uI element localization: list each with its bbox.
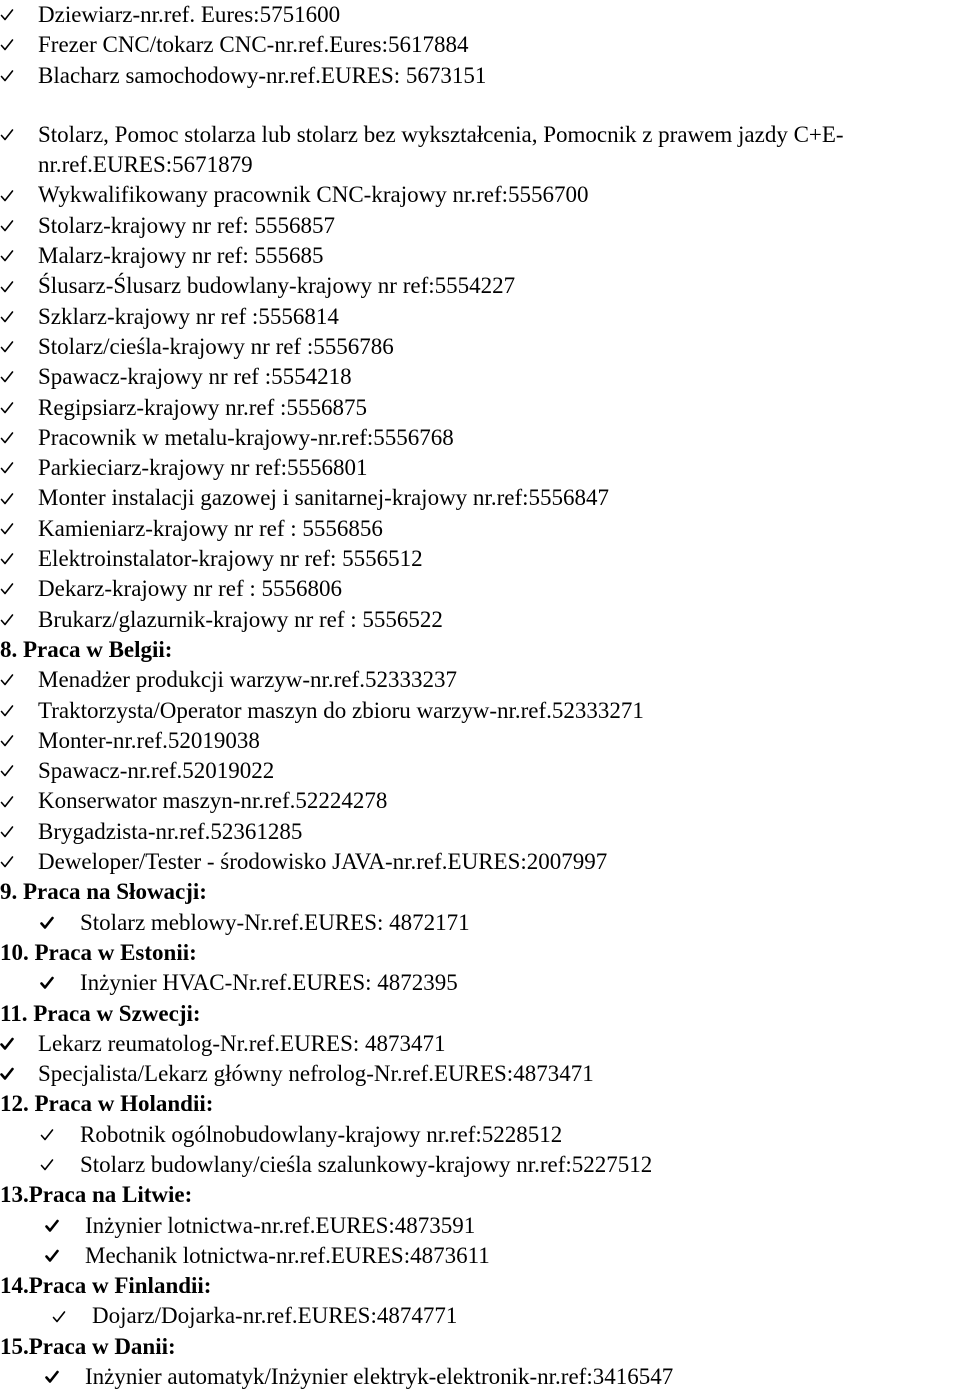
list-item [0, 61, 960, 91]
list-item-text: Deweloper/Tester - środowisko JAVA-nr.ref.EURES:2007997 [38, 849, 608, 875]
checkmark-icon [0, 120, 18, 150]
list-item [0, 453, 960, 483]
checkmark-icon [0, 696, 18, 726]
section-heading-estonia [0, 938, 960, 968]
list-item-text: Inżynier automatyk/Inżynier elektryk-elektronik-nr.ref:3416547 [85, 1364, 674, 1390]
list-item [0, 1241, 960, 1271]
list-item [0, 332, 960, 362]
list-item-text: Stolarz meblowy-Nr.ref.EURES: 4872171 [80, 909, 470, 935]
checkmark-icon [52, 1301, 70, 1331]
checkmark-icon [0, 362, 18, 392]
slovakia-list [0, 908, 960, 938]
list-item-text: Specjalista/Lekarz główny nefrolog-Nr.ref.EURES:4873471 [38, 1061, 594, 1087]
list-item-text: Parkieciarz-krajowy nr ref:5556801 [38, 455, 368, 481]
checkmark-icon [0, 847, 18, 877]
checkmark-icon [0, 756, 18, 786]
list-item-text: Lekarz reumatolog-Nr.ref.EURES: 4873471 [38, 1030, 446, 1056]
list-item-text: Pracownik w metalu-krajowy-nr.ref:5556768 [38, 424, 454, 450]
section-heading-text: 11. Praca w Szwecji: [0, 1000, 201, 1026]
belgium-list [0, 665, 960, 877]
checkmark-icon [0, 726, 18, 756]
lithuania-list [0, 1211, 960, 1272]
list-item-text: Dziewiarz-nr.ref. Eures:5751600 [38, 2, 341, 27]
list-item-text: Spawacz-krajowy nr ref :5554218 [38, 364, 352, 390]
checkmark-icon [0, 786, 18, 816]
checkmark-icon [0, 483, 18, 513]
list-item [0, 696, 960, 726]
checkmark-icon [0, 605, 18, 635]
checkmark-icon [0, 61, 18, 91]
list-item-text: Inżynier lotnictwa-nr.ref.EURES:4873591 [85, 1212, 476, 1238]
finland-list [0, 1301, 960, 1331]
estonia-list [0, 968, 960, 998]
list-item [0, 180, 960, 210]
list-item-text: Blacharz samochodowy-nr.ref.EURES: 5673151 [38, 62, 487, 88]
blank-line [0, 91, 960, 120]
checkmark-icon [40, 968, 58, 998]
checkmark-icon [0, 393, 18, 423]
list-item-text: Wykwalifikowany pracownik CNC-krajowy nr.ref:5556700 [38, 182, 589, 208]
list-item-text: nr.ref.EURES:5671879 [38, 152, 253, 178]
section-heading-text: 13.Praca na Litwie: [0, 1182, 193, 1208]
section-heading-text: 8. Praca w Belgii: [0, 636, 173, 662]
list-item [0, 817, 960, 847]
sweden-list [0, 1029, 960, 1090]
checkmark-icon [45, 1362, 63, 1392]
list-item [0, 271, 960, 301]
checkmark-icon [0, 302, 18, 332]
list-item [0, 756, 960, 786]
list-item [0, 514, 960, 544]
list-item-text: Malarz-krajowy nr ref: 555685 [38, 243, 324, 269]
list-item-text: Elektroinstalator-krajowy nr ref: 5556512 [38, 546, 423, 572]
list-item-text: Mechanik lotnictwa-nr.ref.EURES:4873611 [85, 1242, 490, 1268]
list-item [0, 908, 960, 938]
section-heading-finland [0, 1271, 960, 1301]
list-item-text: Kamieniarz-krajowy nr ref : 5556856 [38, 515, 383, 541]
checkmark-icon [0, 453, 18, 483]
checkmark-icon [0, 30, 18, 60]
checkmark-icon [0, 241, 18, 271]
list-item [0, 483, 960, 513]
list-item-text: Robotnik ogólnobudowlany-krajowy nr.ref:5228512 [80, 1121, 563, 1147]
list-item-text: Stolarz, Pomoc stolarza lub stolarz bez wykształcenia, Pomocnik z prawem jazdy C+E- [38, 121, 844, 147]
checkmark-icon [0, 423, 18, 453]
checkmark-icon [45, 1211, 63, 1241]
section-heading-text: 15.Praca w Danii: [0, 1333, 176, 1359]
checkmark-icon [0, 0, 18, 30]
list-item [0, 544, 960, 574]
section-heading-belgium [0, 635, 960, 665]
section-heading-sweden [0, 999, 960, 1029]
section-heading-netherlands [0, 1089, 960, 1119]
list-item [0, 423, 960, 453]
list-item [0, 605, 960, 635]
list-item [0, 786, 960, 816]
checkmark-icon [40, 1120, 58, 1150]
list-item-text: Dojarz/Dojarka-nr.ref.EURES:4874771 [92, 1303, 458, 1329]
section-heading-lithuania [0, 1180, 960, 1210]
list-item-text: Spawacz-nr.ref.52019022 [38, 758, 275, 784]
denmark-list [0, 1362, 960, 1392]
list-item [0, 968, 960, 998]
list-item [0, 1362, 960, 1392]
top-list [0, 0, 960, 91]
list-item-text: Brygadzista-nr.ref.52361285 [38, 818, 303, 844]
section-heading-text: 12. Praca w Holandii: [0, 1091, 214, 1117]
list-item-text: Dekarz-krajowy nr ref : 5556806 [38, 576, 342, 602]
list-item [0, 241, 960, 271]
list-item [0, 0, 960, 30]
list-item-text: Menadżer produkcji warzyw-nr.ref.52333237 [38, 667, 457, 693]
checkmark-icon [0, 1059, 18, 1089]
list-item-text: Szklarz-krajowy nr ref :5556814 [38, 303, 339, 329]
list-item [0, 1301, 960, 1331]
checkmark-icon [0, 544, 18, 574]
list-item [0, 302, 960, 332]
list-item [0, 726, 960, 756]
list-item [0, 1120, 960, 1150]
list-item [0, 847, 960, 877]
list-item [0, 665, 960, 695]
checkmark-icon [0, 574, 18, 604]
list-item-text: Ślusarz-Ślusarz budowlany-krajowy nr ref:5554227 [38, 273, 516, 299]
list-item-text: Brukarz/glazurnik-krajowy nr ref : 5556522 [38, 606, 443, 632]
checkmark-icon [0, 271, 18, 301]
checkmark-icon [40, 908, 58, 938]
checkmark-icon [0, 332, 18, 362]
list-item-text: Regipsiarz-krajowy nr.ref :5556875 [38, 394, 367, 420]
list-item-text: Stolarz/cieśla-krajowy nr ref :5556786 [38, 333, 394, 359]
checkmark-icon [0, 514, 18, 544]
section-heading-text: 9. Praca na Słowacji: [0, 879, 207, 905]
section-heading-denmark [0, 1332, 960, 1362]
list-item-text: Stolarz-krajowy nr ref: 5556857 [38, 212, 336, 238]
checkmark-icon [0, 1029, 18, 1059]
list-item [0, 1029, 960, 1059]
list-item [0, 393, 960, 423]
list-item [0, 1059, 960, 1089]
list-item [0, 1150, 960, 1180]
list-item-text: Konserwator maszyn-nr.ref.52224278 [38, 788, 388, 814]
list-item-text: Stolarz budowlany/cieśla szalunkowy-krajowy nr.ref:5227512 [80, 1151, 653, 1177]
list-item [0, 362, 960, 392]
list-item-text: Inżynier HVAC-Nr.ref.EURES: 4872395 [80, 970, 458, 996]
list-item [0, 1211, 960, 1241]
section-heading-text: 10. Praca w Estonii: [0, 939, 197, 965]
krajowy-list [0, 180, 960, 634]
checkmark-icon [0, 180, 18, 210]
checkmark-icon [0, 211, 18, 241]
list-item [0, 120, 960, 150]
list-item-text: Traktorzysta/Operator maszyn do zbioru warzyw-nr.ref.52333271 [38, 697, 644, 723]
list-item-text: Monter-nr.ref.52019038 [38, 727, 260, 753]
section-heading-slovakia [0, 877, 960, 907]
list-item-text: Frezer CNC/tokarz CNC-nr.ref.Eures:5617884 [38, 32, 469, 58]
checkmark-icon [0, 817, 18, 847]
list-item [0, 30, 960, 60]
netherlands-list [0, 1120, 960, 1181]
list-item [0, 211, 960, 241]
checkmark-icon [45, 1241, 63, 1271]
list-item [0, 574, 960, 604]
checkmark-icon [40, 1150, 58, 1180]
section-heading-text: 14.Praca w Finlandii: [0, 1273, 212, 1299]
checkmark-icon [0, 665, 18, 695]
list-item-continuation [0, 150, 960, 180]
list-item-text: Monter instalacji gazowej i sanitarnej-krajowy nr.ref:5556847 [38, 485, 609, 511]
